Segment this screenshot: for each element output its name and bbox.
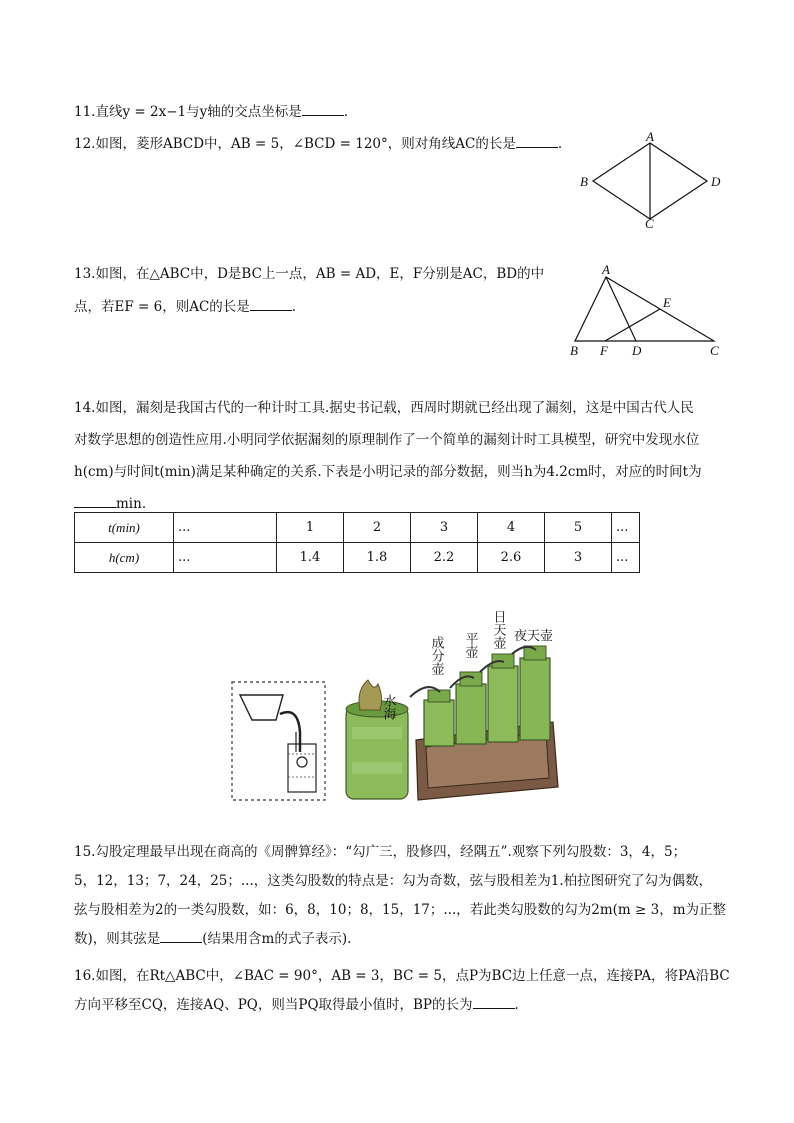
question-15-line1: 15.勾股定理最早出现在商高的《周髀算经》：“勾广三，股修四，经隅五”.观察下列勾股数：3，4，5；	[74, 844, 687, 860]
question-14-line3: h(cm)与时间t(min)满足某种确定的关系.下表是小明记录的部分数据，则当h为4.2cm时，对应的时间t为	[74, 464, 702, 480]
answer-blank	[74, 493, 116, 508]
pot-chengfen	[424, 690, 454, 746]
question-16-line2: 方向平移至CQ，连接AQ、PQ，则当PQ取得最小值时，BP的长为	[74, 997, 473, 1013]
table-cell: 1.8	[344, 543, 411, 573]
data-table	[74, 512, 640, 573]
question-16-line1: 16.如图，在Rt△ABC中，∠BAC = 90°，AB = 3，BC = 5，点P为BC边上任意一点，连接PA，将PA沿BC	[74, 968, 730, 984]
table-cell: 3	[545, 543, 612, 573]
table-cell: 5	[545, 513, 612, 543]
question-12: 12.如图，菱形ABCD中，AB = 5，∠BCD = 120°，则对角线AC的长是 .	[74, 132, 562, 156]
question-14-line4: min.	[116, 496, 147, 512]
label-a: A	[602, 262, 610, 277]
label-c: C	[645, 216, 654, 230]
answer-blank	[516, 133, 558, 148]
label-chengfen: 成分壶	[428, 636, 444, 675]
table-cell: 3	[411, 513, 478, 543]
question-13-line2: 点，若EF = 6，则AC的长是	[74, 299, 250, 315]
table-row	[75, 543, 640, 573]
label-c: C	[710, 343, 719, 358]
answer-blank	[473, 994, 515, 1009]
table-cell: ...	[612, 513, 640, 543]
segment-fe	[605, 309, 660, 341]
question-11: 11.直线y = 2x−1与y轴的交点坐标是 .	[74, 100, 348, 124]
triangle-figure	[562, 262, 732, 360]
question-15-line2: 5，12，13；7，24，25；...，这类勾股数的特点是：勾为奇数，弦与股相差为1.柏拉图研究了勾为偶数，	[74, 873, 713, 889]
water-clock-illustration	[228, 602, 573, 807]
table-cell: 2	[344, 513, 411, 543]
question-15	[74, 838, 726, 954]
table-cell: ...	[174, 513, 277, 543]
table-cell: 4	[478, 513, 545, 543]
question-15-line4b: (结果用含m的式子表示).	[202, 931, 352, 947]
table-cell: ...	[174, 543, 277, 573]
table-cell: 1.4	[277, 543, 344, 573]
table-cell: 1	[277, 513, 344, 543]
pot-ping	[456, 672, 486, 744]
table-cell: ...	[612, 543, 640, 573]
triangle-abc	[575, 277, 714, 341]
table-cell: 2.6	[478, 543, 545, 573]
question-14-line1: 14.如图，漏刻是我国古代的一种计时工具.据史书记载，西周时期就已经出现了漏刻，这是中国古代人民	[74, 400, 694, 416]
label-yetian: 夜天壶	[514, 629, 554, 644]
label-shuihai: 水海	[380, 694, 396, 720]
table-row	[75, 513, 640, 543]
label-b: B	[570, 343, 578, 358]
question-12-text: 12.如图，菱形ABCD中，AB = 5，∠BCD = 120°，则对角线AC的长是	[74, 136, 516, 152]
question-15-line3: 弦与股相差为2的一类勾股数，如：6，8，10；8，15，17；...，若此类勾股数的勾为2m(m ≥ 3，m为正整	[74, 902, 727, 918]
question-13-line1: 13.如图，在△ABC中，D是BC上一点，AB = AD，E，F分别是AC，BD的中	[74, 266, 545, 282]
answer-blank	[302, 101, 344, 116]
pot-ritian	[488, 654, 518, 742]
label-b: B	[580, 174, 588, 189]
answer-blank	[160, 928, 202, 943]
label-ritian: 日天壶	[490, 610, 506, 649]
question-16: 16.如图，在Rt△ABC中，∠BAC = 90°，AB = 3，BC = 5，点P为BC边上任意一点，连接PA，将PA沿BC 方向平移至CQ，连接AQ、PQ，则当PQ取得最小值时，BP的长为 .	[74, 962, 730, 1020]
pot-yetian	[520, 646, 550, 740]
question-14-line2: 对数学思想的创造性应用.小明同学依据漏刻的原理制作了一个简单的漏刻计时工具模型，研究中发现水位	[74, 432, 700, 448]
water-sea-pot	[346, 680, 408, 799]
answer-blank	[250, 296, 292, 311]
question-11-text: 11.直线y = 2x−1与y轴的交点坐标是	[74, 104, 302, 120]
question-14	[74, 392, 702, 520]
question-13: 13.如图，在△ABC中，D是BC上一点，AB = AD，E，F分别是AC，BD的中 点，若EF = 6，则AC的长是 .	[74, 262, 544, 319]
label-d: D	[711, 174, 721, 189]
question-15-line4a: 数)，则其弦是	[74, 931, 161, 947]
label-e: E	[663, 295, 671, 310]
table-cell: h(cm)	[75, 543, 174, 573]
rhombus-figure	[570, 130, 740, 230]
model-diagram	[232, 682, 325, 800]
label-a: A	[646, 130, 654, 144]
label-d: D	[632, 343, 642, 358]
label-f: F	[600, 343, 608, 358]
table-cell: t(min)	[75, 513, 174, 543]
table-cell: 2.2	[411, 543, 478, 573]
label-ping: 平壶	[462, 632, 478, 658]
